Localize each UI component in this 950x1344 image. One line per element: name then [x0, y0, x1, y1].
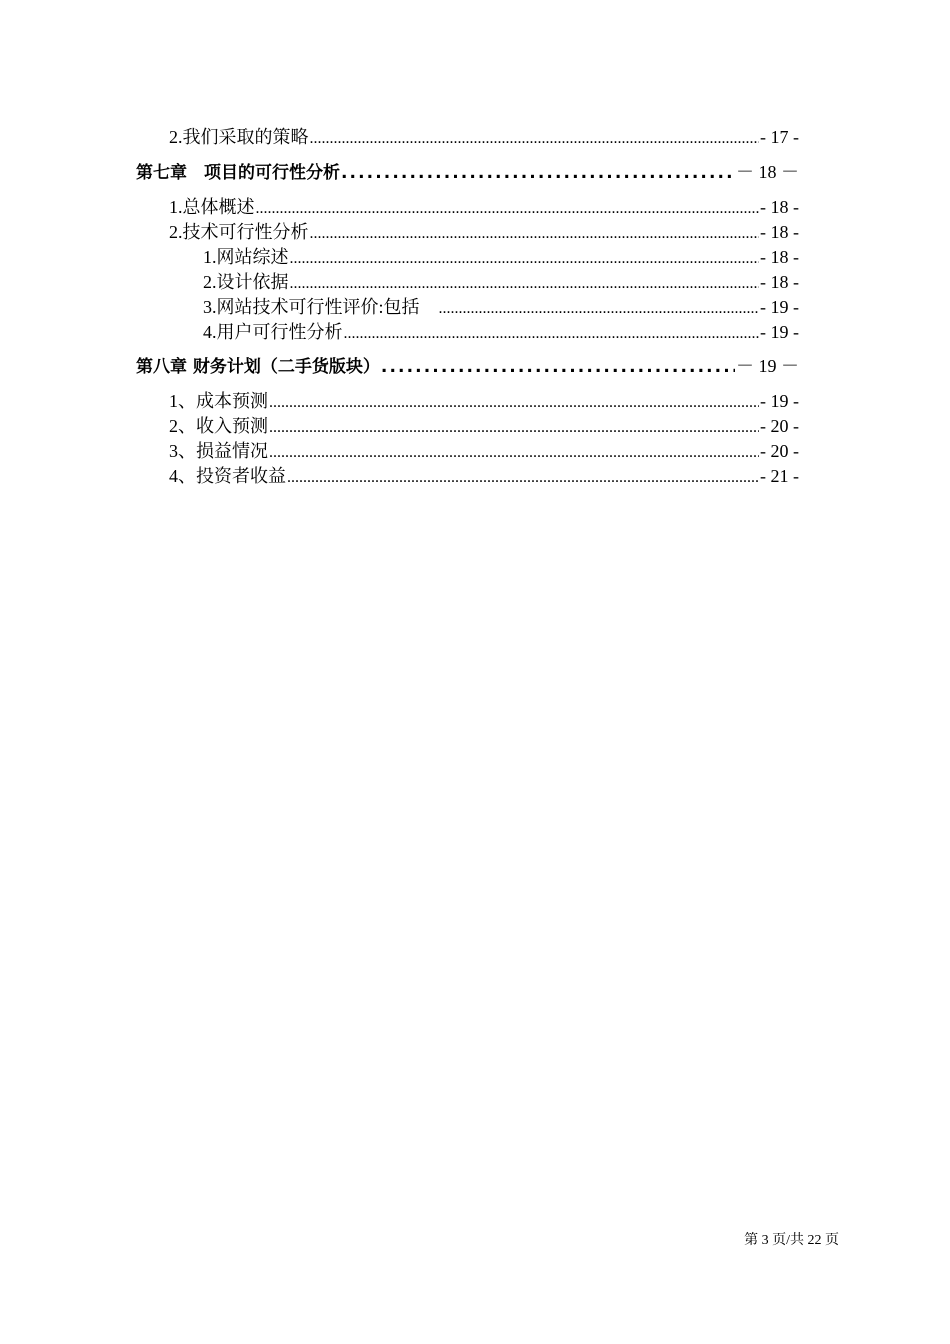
toc-entry[interactable]: [169, 464, 799, 488]
toc-leader-dots: [439, 301, 760, 317]
toc-entry-label: 1、成本预测: [169, 391, 268, 411]
toc-entry-page: - 21 -: [760, 466, 799, 486]
toc-entry[interactable]: [169, 125, 799, 149]
toc-entry-page: - 20 -: [760, 441, 799, 461]
toc-entry[interactable]: [169, 414, 799, 438]
toc-chapter-label: 第八章 财务计划（二手货版块）: [136, 357, 380, 377]
toc-leader-dots: [310, 131, 760, 147]
toc-subentry[interactable]: [203, 270, 799, 294]
toc-entry-label: 2、收入预测: [169, 416, 268, 436]
toc-entry[interactable]: [169, 439, 799, 463]
toc-subentry-label: 3.网站技术可行性评价:包括: [203, 297, 420, 317]
toc-subentry-label: 4.用户可行性分析: [203, 322, 343, 342]
toc-entry-page: - 19 -: [760, 391, 799, 411]
toc-subentry-label: 2.设计依据: [203, 272, 289, 292]
toc-leader-dots: [269, 395, 759, 411]
toc-chapter-page: － 18 －: [736, 162, 799, 182]
toc-subentry-page: - 19 -: [760, 322, 799, 342]
toc-entry-label: 4、投资者收益: [169, 466, 286, 486]
toc-subentry-page: - 18 -: [760, 272, 799, 292]
toc-subentry[interactable]: [203, 320, 799, 344]
toc-leader-dots: [269, 445, 759, 461]
toc-subentry[interactable]: [203, 295, 799, 319]
toc-chapter-entry[interactable]: [136, 159, 799, 185]
toc-leader-dots: [341, 165, 735, 182]
toc-entry-page: - 18 -: [760, 222, 799, 242]
toc-entry-page: - 20 -: [760, 416, 799, 436]
toc-leader-dots: [310, 226, 760, 242]
toc-subentry-page: - 19 -: [760, 297, 799, 317]
page-footer-number: 第 3 页/共 22 页: [744, 1233, 839, 1248]
toc-leader-dots: [287, 470, 759, 486]
toc-leader-dots: [290, 276, 760, 292]
toc-chapter-page: － 19 －: [736, 356, 799, 376]
toc-subentry-label: 1.网站综述: [203, 247, 289, 267]
toc-subentry-page: - 18 -: [760, 247, 799, 267]
toc-leader-dots: [381, 359, 735, 376]
toc-entry-page: - 17 -: [760, 127, 799, 147]
toc-entry-label: 1.总体概述: [169, 197, 255, 217]
toc-entry[interactable]: [169, 389, 799, 413]
toc-entry[interactable]: [169, 195, 799, 219]
toc-entry-label: 3、损益情况: [169, 441, 268, 461]
toc-leader-dots: [269, 420, 759, 436]
toc-chapter-entry[interactable]: [136, 353, 799, 379]
toc-subentry[interactable]: [203, 245, 799, 269]
toc-entry-label: 2.我们采取的策略: [169, 127, 309, 147]
toc-leader-dots: [344, 326, 760, 342]
toc-leader-dots: [290, 251, 760, 267]
toc-entry-label: 2.技术可行性分析: [169, 222, 309, 242]
toc-entry-page: - 18 -: [760, 197, 799, 217]
toc-entry[interactable]: [169, 220, 799, 244]
toc-leader-dots: [256, 201, 760, 217]
toc-chapter-label: 第七章 项目的可行性分析: [136, 163, 340, 183]
